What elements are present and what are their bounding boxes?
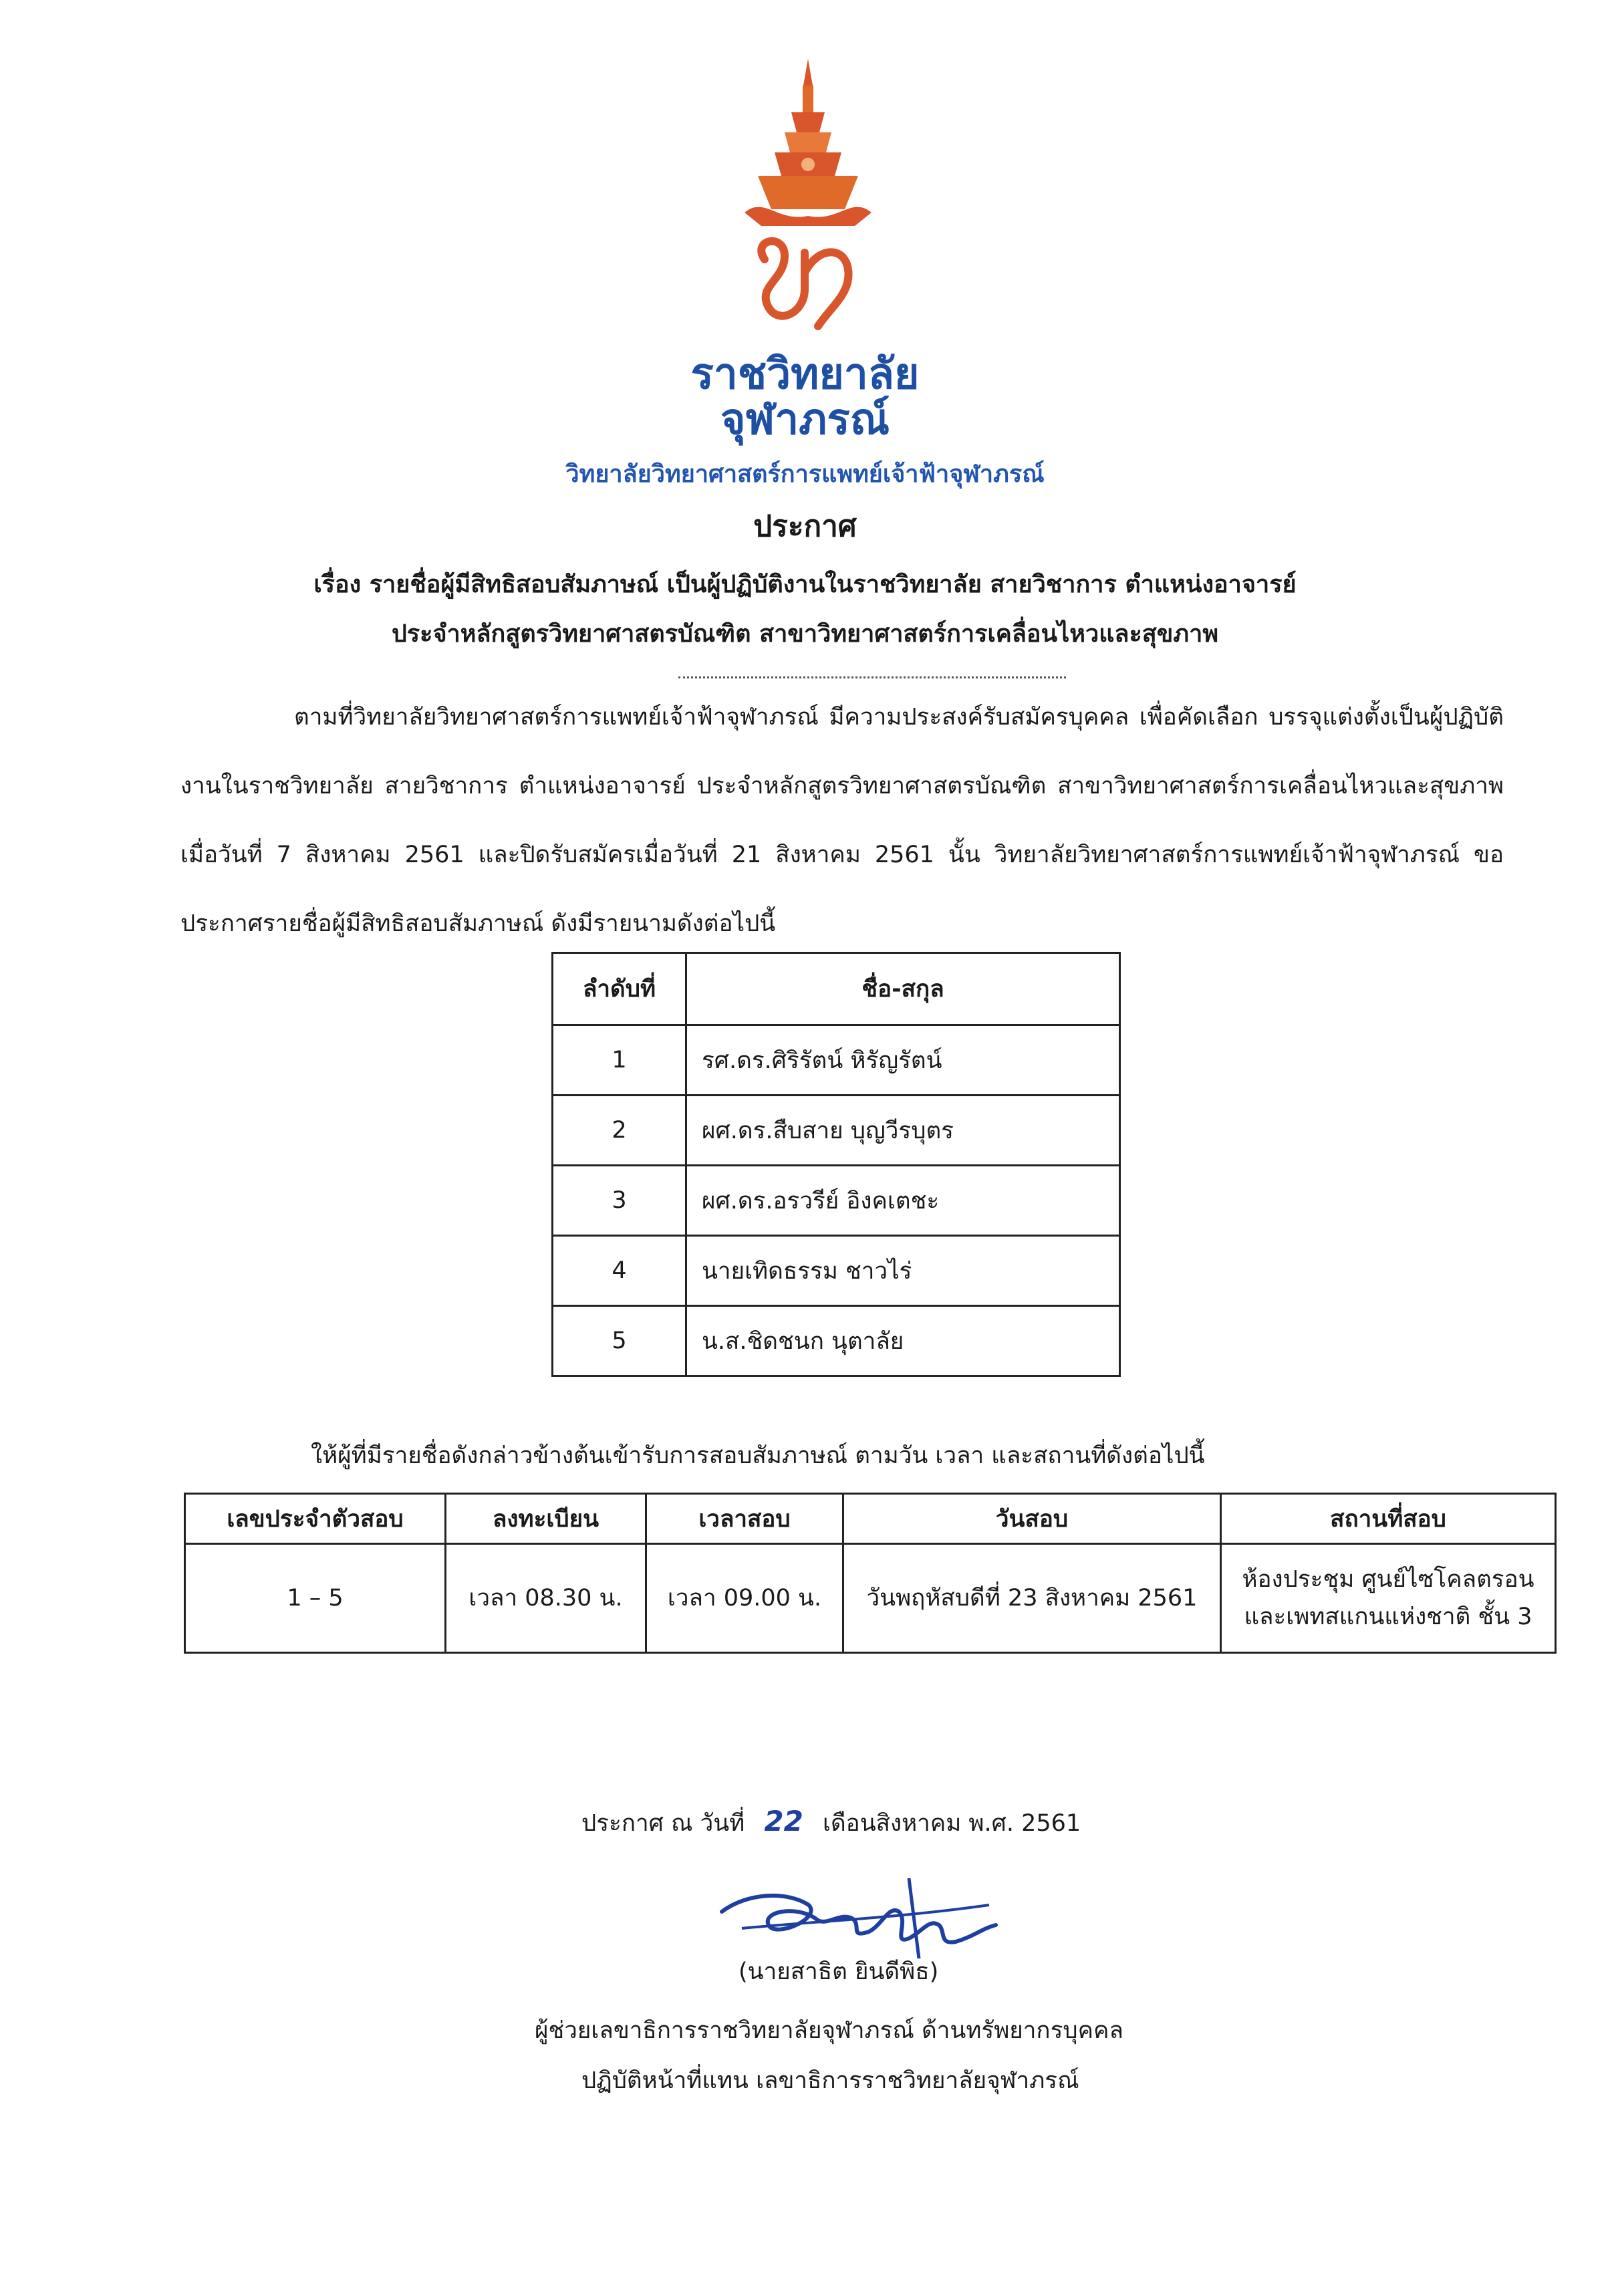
schedule-table <box>184 1493 1557 1654</box>
column-header-exam-id: เลขประจำตัวสอบ <box>185 1494 446 1544</box>
candidate-table <box>551 952 1121 1377</box>
candidate-name: รศ.ดร.ศิริรัตน์ หิรัญรัตน์ <box>686 1025 1120 1096</box>
body-text: ตามที่วิทยาลัยวิทยาศาสตร์การแพทย์เจ้าฟ้าจุฬาภรณ์ มีความประสงค์รับสมัครบุคคล เพื่อคัดเลือก บรรจุแต่งตั้งเป็นผู้ปฏิบัติงานในราชวิทยาลัย สายวิชาการ ตำแหน่งอาจารย์ ประจำหลักสูตรวิทยาศาสตรบัณฑิต สาขาวิทยาศาสตร์การเคลื่อนไหวและสุขภาพ เมื่อวันที่ 7 สิงหาคม 2561 และปิดรับสมัครเมื่อวันที่ 21 สิงหาคม 2561 นั้น วิทยาลัยวิทยาศาสตร์การแพทย์เจ้าฟ้าจุฬาภรณ์ ขอประกาศรายชื่อผู้มีสิทธิสอบสัมภาษณ์ ดังมีรายนามดังต่อไปนี้ <box>180 704 1504 937</box>
candidate-name: ผศ.ดร.สืบสาย บุญวีรบุตร <box>686 1096 1120 1166</box>
exam-time: เวลา 09.00 น. <box>646 1544 843 1653</box>
signature <box>708 1865 1002 1965</box>
table-row <box>553 1025 1120 1096</box>
row-number: 3 <box>553 1166 686 1236</box>
table-row <box>553 1166 1120 1236</box>
document-title: ประกาศ <box>753 509 857 543</box>
column-header-name: ชื่อ-สกุล <box>686 953 1120 1025</box>
candidate-name: นายเทิดธรรม ชาวไร่ <box>686 1236 1120 1306</box>
row-number: 2 <box>553 1096 686 1166</box>
column-header-exam-time: เวลาสอบ <box>646 1494 843 1544</box>
column-header-exam-date: วันสอบ <box>843 1494 1221 1544</box>
signer-name: (นายสาธิต ยินดีพิธ) <box>739 1958 939 1985</box>
institution-name-line1: ราชวิทยาลัย <box>690 350 920 399</box>
location-line-2: และเพทสแกนแห่งชาติ ชั้น 3 <box>1244 1604 1532 1630</box>
column-header-registration: ลงทะเบียน <box>446 1494 646 1544</box>
exam-ids: 1 – 5 <box>185 1544 446 1653</box>
table-row <box>553 1236 1120 1306</box>
divider <box>678 676 1066 678</box>
announcement-date <box>581 1805 1081 1841</box>
row-number: 5 <box>553 1306 686 1376</box>
date-prefix: ประกาศ ณ วันที่ <box>581 1810 745 1837</box>
signer-position-line-2: ปฏิบัติหน้าที่แทน เลขาธิการราชวิทยาลัยจุฬาภรณ์ <box>581 2067 1079 2094</box>
registration-time: เวลา 08.30 น. <box>446 1544 646 1653</box>
table-header-row <box>185 1494 1556 1544</box>
location-line-1: ห้องประชุม ศูนย์ไซโคลตรอน <box>1242 1566 1534 1593</box>
table-header-row <box>553 953 1120 1025</box>
candidate-name: น.ส.ชิดชนก นุตาลัย <box>686 1306 1120 1376</box>
institution-name-line2: จุฬาภรณ์ <box>720 395 890 444</box>
row-number: 4 <box>553 1236 686 1306</box>
exam-location <box>1221 1544 1556 1653</box>
subject-line-1: เรื่อง รายชื่อผู้มีสิทธิสอบสัมภาษณ์ เป็นผู้ปฏิบัติงานในราชวิทยาลัย สายวิชาการ ตำแหน่งอาจารย์ <box>313 571 1297 598</box>
column-header-location: สถานที่สอบ <box>1221 1494 1556 1544</box>
table-row <box>185 1544 1556 1653</box>
date-suffix: เดือนสิงหาคม พ.ศ. 2561 <box>822 1810 1081 1837</box>
schedule-intro: ให้ผู้ที่มีรายชื่อดังกล่าวข้างต้นเข้ารับการสอบสัมภาษณ์ ตามวัน เวลา และสถานที่ดังต่อไปนี้ <box>311 1442 1205 1469</box>
signer-position-line-1: ผู้ช่วยเลขาธิการราชวิทยาลัยจุฬาภรณ์ ด้านทรัพยากรบุคคล <box>535 2017 1123 2044</box>
handwritten-day: 22 <box>764 1805 803 1837</box>
subject-line-2: ประจำหลักสูตรวิทยาศาสตรบัณฑิต สาขาวิทยาศาสตร์การเคลื่อนไหวและสุขภาพ <box>391 620 1219 648</box>
exam-date: วันพฤหัสบดีที่ 23 สิงหาคม 2561 <box>843 1544 1221 1653</box>
table-row <box>553 1096 1120 1166</box>
candidate-name: ผศ.ดร.อรวรีย์ อิงคเตชะ <box>686 1166 1120 1236</box>
row-number: 1 <box>553 1025 686 1096</box>
institution-logo <box>738 59 878 340</box>
faculty-name: วิทยาลัยวิทยาศาสตร์การแพทย์เจ้าฟ้าจุฬาภรณ์ <box>565 461 1045 488</box>
table-row <box>553 1306 1120 1376</box>
column-header-no: ลำดับที่ <box>553 953 686 1025</box>
body-paragraph <box>180 683 1504 959</box>
